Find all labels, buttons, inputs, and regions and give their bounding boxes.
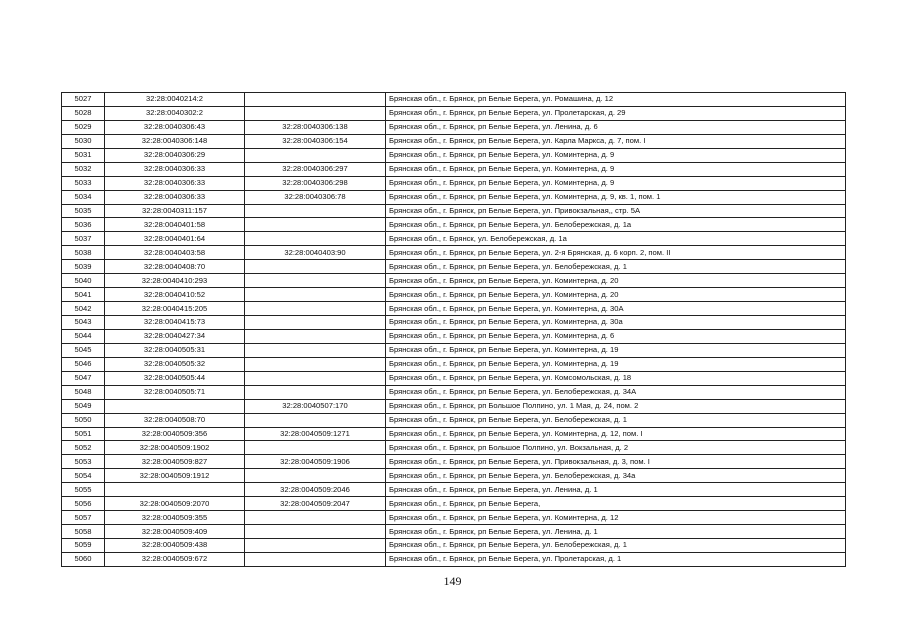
related-cadastral-number-cell [245, 302, 386, 316]
row-number-cell: 5045 [62, 343, 105, 357]
related-cadastral-number-cell [245, 93, 386, 107]
address-cell: Брянская обл., г. Брянск, рп Белые Берега, ул. Белобережская, д. 1 [386, 413, 846, 427]
related-cadastral-number-cell [245, 204, 386, 218]
address-cell: Брянская обл., г. Брянск, рп Белые Берега, ул. Коминтерна, д. 19 [386, 357, 846, 371]
row-number-cell: 5039 [62, 260, 105, 274]
row-number-cell: 5056 [62, 497, 105, 511]
table-row [62, 288, 846, 302]
cadastral-number-cell: 32:28:0040509:438 [105, 539, 245, 553]
table-row [62, 93, 846, 107]
address-cell: Брянская обл., г. Брянск, рп Белые Берега, ул. Карла Маркса, д. 7, пом. I [386, 134, 846, 148]
related-cadastral-number-cell: 32:28:0040306:138 [245, 120, 386, 134]
related-cadastral-number-cell [245, 148, 386, 162]
cadastral-number-cell: 32:28:0040505:44 [105, 371, 245, 385]
row-number-cell: 5057 [62, 511, 105, 525]
table-row [62, 329, 846, 343]
address-cell: Брянская обл., г. Брянск, рп Белые Берега, ул. Привокзальная,, стр. 5А [386, 204, 846, 218]
row-number-cell: 5044 [62, 329, 105, 343]
table-row [62, 246, 846, 260]
page-number: 149 [443, 574, 462, 588]
row-number-cell: 5040 [62, 274, 105, 288]
table-row [62, 385, 846, 399]
table-row [62, 525, 846, 539]
row-number-cell: 5052 [62, 441, 105, 455]
row-number-cell: 5048 [62, 385, 105, 399]
related-cadastral-number-cell [245, 511, 386, 525]
address-cell: Брянская обл., г. Брянск, рп Белые Берега, ул. Пролетарская, д. 29 [386, 106, 846, 120]
cadastral-number-cell: 32:28:0040509:355 [105, 511, 245, 525]
row-number-cell: 5033 [62, 176, 105, 190]
cadastral-number-cell: 32:28:0040509:672 [105, 552, 245, 566]
related-cadastral-number-cell: 32:28:0040507:170 [245, 399, 386, 413]
row-number-cell: 5053 [62, 455, 105, 469]
cadastral-number-cell: 32:28:0040415:73 [105, 316, 245, 330]
row-number-cell: 5058 [62, 525, 105, 539]
related-cadastral-number-cell [245, 371, 386, 385]
cadastral-number-cell: 32:28:0040306:33 [105, 162, 245, 176]
cadastral-number-cell: 32:28:0040505:31 [105, 343, 245, 357]
table-row [62, 162, 846, 176]
row-number-cell: 5046 [62, 357, 105, 371]
address-cell: Брянская обл., г. Брянск, рп Белые Берега, [386, 497, 846, 511]
table-row [62, 427, 846, 441]
address-cell: Брянская обл., г. Брянск, рп Белые Берега, ул. Коминтерна, д. 20 [386, 288, 846, 302]
address-cell: Брянская обл., г. Брянск, рп Белые Берега, ул. Белобережская, д. 34А [386, 385, 846, 399]
cadastral-number-cell: 32:28:0040427:34 [105, 329, 245, 343]
row-number-cell: 5030 [62, 134, 105, 148]
cadastral-number-cell: 32:28:0040403:58 [105, 246, 245, 260]
cadastral-number-cell: 32:28:0040509:356 [105, 427, 245, 441]
table-row [62, 552, 846, 566]
address-cell: Брянская обл., г. Брянск, рп Белые Берега, ул. Коминтерна, д. 6 [386, 329, 846, 343]
related-cadastral-number-cell [245, 552, 386, 566]
address-cell: Брянская обл., г. Брянск, рп Большое Полпино, ул. Вокзальная, д. 2 [386, 441, 846, 455]
related-cadastral-number-cell [245, 218, 386, 232]
table-body [62, 93, 846, 567]
table-row [62, 469, 846, 483]
address-cell: Брянская обл., г. Брянск, рп Белые Берега, ул. Белобережская, д. 1 [386, 260, 846, 274]
related-cadastral-number-cell [245, 539, 386, 553]
related-cadastral-number-cell [245, 329, 386, 343]
related-cadastral-number-cell [245, 274, 386, 288]
address-cell: Брянская обл., г. Брянск, рп Белые Берега, ул. Ленина, д. 1 [386, 525, 846, 539]
table-row [62, 399, 846, 413]
address-cell: Брянская обл., г. Брянск, рп Белые Берега, ул. Пролетарская, д. 1 [386, 552, 846, 566]
cadastral-number-cell: 32:28:0040306:29 [105, 148, 245, 162]
address-cell: Брянская обл., г. Брянск, рп Белые Берега, ул. Коминтерна, д. 19 [386, 343, 846, 357]
address-cell: Брянская обл., г. Брянск, рп Белые Берега, ул. Белобережская, д. 1а [386, 218, 846, 232]
row-number-cell: 5031 [62, 148, 105, 162]
related-cadastral-number-cell [245, 260, 386, 274]
row-number-cell: 5054 [62, 469, 105, 483]
row-number-cell: 5050 [62, 413, 105, 427]
cadastral-number-cell: 32:28:0040302:2 [105, 106, 245, 120]
table-row [62, 371, 846, 385]
row-number-cell: 5055 [62, 483, 105, 497]
address-cell: Брянская обл., г. Брянск, ул. Белобережская, д. 1а [386, 232, 846, 246]
row-number-cell: 5028 [62, 106, 105, 120]
cadastral-number-cell: 32:28:0040509:827 [105, 455, 245, 469]
cadastral-number-cell: 32:28:0040408:70 [105, 260, 245, 274]
row-number-cell: 5037 [62, 232, 105, 246]
cadastral-number-cell: 32:28:0040401:64 [105, 232, 245, 246]
table-row [62, 316, 846, 330]
row-number-cell: 5041 [62, 288, 105, 302]
related-cadastral-number-cell [245, 106, 386, 120]
row-number-cell: 5059 [62, 539, 105, 553]
row-number-cell: 5047 [62, 371, 105, 385]
cadastral-number-cell: 32:28:0040509:2070 [105, 497, 245, 511]
cadastral-number-cell [105, 399, 245, 413]
cadastral-number-cell: 32:28:0040509:409 [105, 525, 245, 539]
related-cadastral-number-cell [245, 316, 386, 330]
related-cadastral-number-cell [245, 441, 386, 455]
related-cadastral-number-cell: 32:28:0040509:2046 [245, 483, 386, 497]
table-row [62, 148, 846, 162]
related-cadastral-number-cell: 32:28:0040509:1906 [245, 455, 386, 469]
row-number-cell: 5060 [62, 552, 105, 566]
row-number-cell: 5034 [62, 190, 105, 204]
address-cell: Брянская обл., г. Брянск, рп Белые Берега, ул. Белобережская, д. 34а [386, 469, 846, 483]
table-row [62, 232, 846, 246]
table-row [62, 204, 846, 218]
address-cell: Брянская обл., г. Брянск, рп Белые Берега, ул. Коминтерна, д. 9 [386, 148, 846, 162]
table-row [62, 120, 846, 134]
table-row [62, 190, 846, 204]
related-cadastral-number-cell: 32:28:0040403:90 [245, 246, 386, 260]
row-number-cell: 5042 [62, 302, 105, 316]
table-row [62, 274, 846, 288]
address-cell: Брянская обл., г. Брянск, рп Белые Берега, ул. 2-я Брянская, д. 6 корп. 2, пом. II [386, 246, 846, 260]
address-cell: Брянская обл., г. Брянск, рп Большое Полпино, ул. 1 Мая, д. 24, пом. 2 [386, 399, 846, 413]
related-cadastral-number-cell: 32:28:0040306:297 [245, 162, 386, 176]
related-cadastral-number-cell [245, 469, 386, 483]
cadastral-number-cell: 32:28:0040410:293 [105, 274, 245, 288]
row-number-cell: 5035 [62, 204, 105, 218]
related-cadastral-number-cell: 32:28:0040509:2047 [245, 497, 386, 511]
table-row [62, 497, 846, 511]
table-row [62, 413, 846, 427]
address-cell: Брянская обл., г. Брянск, рп Белые Берега, ул. Коминтерна, д. 30а [386, 316, 846, 330]
table-row [62, 511, 846, 525]
table-row [62, 441, 846, 455]
address-cell: Брянская обл., г. Брянск, рп Белые Берега, ул. Коминтерна, д. 12, пом. I [386, 427, 846, 441]
row-number-cell: 5051 [62, 427, 105, 441]
table-row [62, 343, 846, 357]
table-row [62, 483, 846, 497]
cadastral-number-cell: 32:28:0040306:33 [105, 176, 245, 190]
row-number-cell: 5036 [62, 218, 105, 232]
table-row [62, 176, 846, 190]
cadastral-number-cell: 32:28:0040410:52 [105, 288, 245, 302]
address-cell: Брянская обл., г. Брянск, рп Белые Берега, ул. Привокзальная, д. 3, пом. I [386, 455, 846, 469]
address-cell: Брянская обл., г. Брянск, рп Белые Берега, ул. Комсомольская, д. 18 [386, 371, 846, 385]
related-cadastral-number-cell [245, 343, 386, 357]
cadastral-number-cell: 32:28:0040214:2 [105, 93, 245, 107]
address-cell: Брянская обл., г. Брянск, рп Белые Берега, ул. Коминтерна, д. 9, кв. 1, пом. 1 [386, 190, 846, 204]
cadastral-number-cell: 32:28:0040505:71 [105, 385, 245, 399]
related-cadastral-number-cell [245, 525, 386, 539]
cadastral-number-cell: 32:28:0040509:1912 [105, 469, 245, 483]
related-cadastral-number-cell [245, 413, 386, 427]
address-cell: Брянская обл., г. Брянск, рп Белые Берега, ул. Белобережская, д. 1 [386, 539, 846, 553]
related-cadastral-number-cell: 32:28:0040509:1271 [245, 427, 386, 441]
address-cell: Брянская обл., г. Брянск, рп Белые Берега, ул. Коминтерна, д. 9 [386, 176, 846, 190]
table-row [62, 357, 846, 371]
related-cadastral-number-cell [245, 288, 386, 302]
table-row [62, 106, 846, 120]
related-cadastral-number-cell: 32:28:0040306:78 [245, 190, 386, 204]
address-cell: Брянская обл., г. Брянск, рп Белые Берега, ул. Коминтерна, д. 20 [386, 274, 846, 288]
cadastral-number-cell: 32:28:0040401:58 [105, 218, 245, 232]
table-row [62, 539, 846, 553]
address-cell: Брянская обл., г. Брянск, рп Белые Берега, ул. Ленина, д. 1 [386, 483, 846, 497]
related-cadastral-number-cell [245, 357, 386, 371]
cadastral-number-cell [105, 483, 245, 497]
row-number-cell: 5043 [62, 316, 105, 330]
cadastral-number-cell: 32:28:0040306:33 [105, 190, 245, 204]
row-number-cell: 5038 [62, 246, 105, 260]
related-cadastral-number-cell: 32:28:0040306:154 [245, 134, 386, 148]
row-number-cell: 5029 [62, 120, 105, 134]
cadastral-number-cell: 32:28:0040306:148 [105, 134, 245, 148]
property-register-table [61, 92, 846, 567]
address-cell: Брянская обл., г. Брянск, рп Белые Берега, ул. Коминтерна, д. 30А [386, 302, 846, 316]
cadastral-number-cell: 32:28:0040415:205 [105, 302, 245, 316]
address-cell: Брянская обл., г. Брянск, рп Белые Берега, ул. Коминтерна, д. 12 [386, 511, 846, 525]
cadastral-number-cell: 32:28:0040505:32 [105, 357, 245, 371]
related-cadastral-number-cell [245, 232, 386, 246]
address-cell: Брянская обл., г. Брянск, рп Белые Берега, ул. Ромашина, д. 12 [386, 93, 846, 107]
row-number-cell: 5027 [62, 93, 105, 107]
row-number-cell: 5032 [62, 162, 105, 176]
related-cadastral-number-cell [245, 385, 386, 399]
table-row [62, 218, 846, 232]
table-row [62, 302, 846, 316]
address-cell: Брянская обл., г. Брянск, рп Белые Берега, ул. Коминтерна, д. 9 [386, 162, 846, 176]
table-row [62, 455, 846, 469]
table-row [62, 134, 846, 148]
cadastral-number-cell: 32:28:0040311:157 [105, 204, 245, 218]
cadastral-number-cell: 32:28:0040509:1902 [105, 441, 245, 455]
row-number-cell: 5049 [62, 399, 105, 413]
related-cadastral-number-cell: 32:28:0040306:298 [245, 176, 386, 190]
cadastral-number-cell: 32:28:0040306:43 [105, 120, 245, 134]
address-cell: Брянская обл., г. Брянск, рп Белые Берега, ул. Ленина, д. 6 [386, 120, 846, 134]
cadastral-number-cell: 32:28:0040508:70 [105, 413, 245, 427]
table-row [62, 260, 846, 274]
